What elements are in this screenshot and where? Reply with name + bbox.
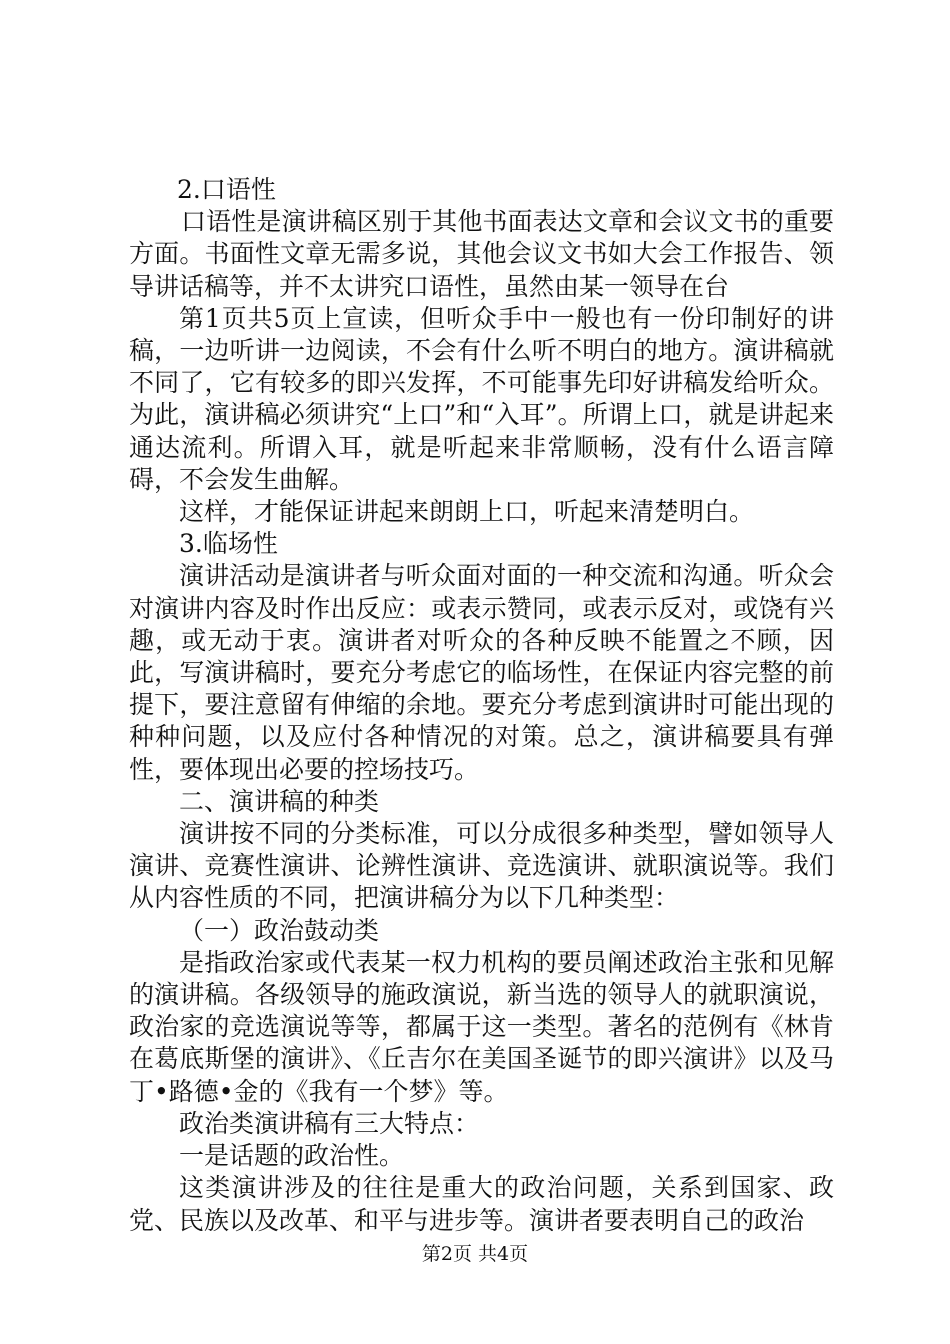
- page-footer: 第2页 共4页: [421, 1243, 529, 1265]
- paragraph-page-note: 第1页共5页上宣读，但听众手中一般也有一份印制好的讲稿，一边听讲一边阅读，不会有什么听不明白的地方。演讲稿就不同了，它有较多的即兴发挥，不可能事先印好讲稿发给听众。为此，演讲稿必须讲究“上口”和“入耳”。所谓上口，就是讲起来通达流利。所谓入耳，就是听起来非常顺畅，没有什么语言障碍，不会发生曲解。: [129, 303, 834, 494]
- heading-political-type: （一）政治鼓动类: [179, 915, 380, 945]
- document-body: [129, 174, 834, 1237]
- heading-on-site-nature: 3.临场性: [179, 529, 278, 559]
- heading-oral-nature: 2.口语性: [177, 175, 276, 204]
- paragraph-political-features: 政治类演讲稿有三大特点：: [179, 1108, 480, 1138]
- paragraph-on-site-nature: 演讲活动是演讲者与听众面对面的一种交流和沟通。听众会对演讲内容及时作出反应：或表示赞同，或表示反对，或饶有兴趣，或无动于衷。演讲者对听众的各种反映不能置之不顾，因此，写演讲稿时，要充分考虑它的临场性，在保证内容完整的前提下，要注意留有伸缩的余地。要充分考虑到演讲时可能出现的种种问题，以及应付各种情况的对策。总之，演讲稿要具有弹性，要体现出必要的控场技巧。: [129, 561, 834, 784]
- paragraph-oral-nature: 口语性是演讲稿区别于其他书面表达文章和会议文书的重要方面。书面性文章无需多说，其他会议文书如大会工作报告、领导讲话稿等，并不太讲究口语性，虽然由某一领导在台: [129, 207, 834, 301]
- paragraph-political-type: 是指政治家或代表某一权力机构的要员阐述政治主张和见解的演讲稿。各级领导的施政演说，新当选的领导人的就职演说，政治家的竞选演说等等，都属于这一类型。著名的范例有《林肯在葛底斯堡的演讲》、《丘吉尔在美国圣诞节的即兴演讲》以及马丁•路德•金的《我有一个梦》等。: [129, 947, 834, 1106]
- paragraph-feature-one-detail: 这类演讲涉及的往往是重大的政治问题，关系到国家、政党、民族以及改革、和平与进步等。演讲者要表明自己的政治: [129, 1173, 834, 1235]
- heading-speech-types: 二、演讲稿的种类: [179, 786, 380, 816]
- paragraph-speech-types: 演讲按不同的分类标准，可以分成很多种类型，譬如领导人演讲、竞赛性演讲、论辨性演讲、竞选演讲、就职演说等。我们从内容性质的不同，把演讲稿分为以下几种类型：: [129, 819, 834, 913]
- paragraph-feature-one: 一是话题的政治性。: [179, 1141, 405, 1171]
- paragraph-clear-speech: 这样，才能保证讲起来朗朗上口，听起来清楚明白。: [179, 497, 755, 527]
